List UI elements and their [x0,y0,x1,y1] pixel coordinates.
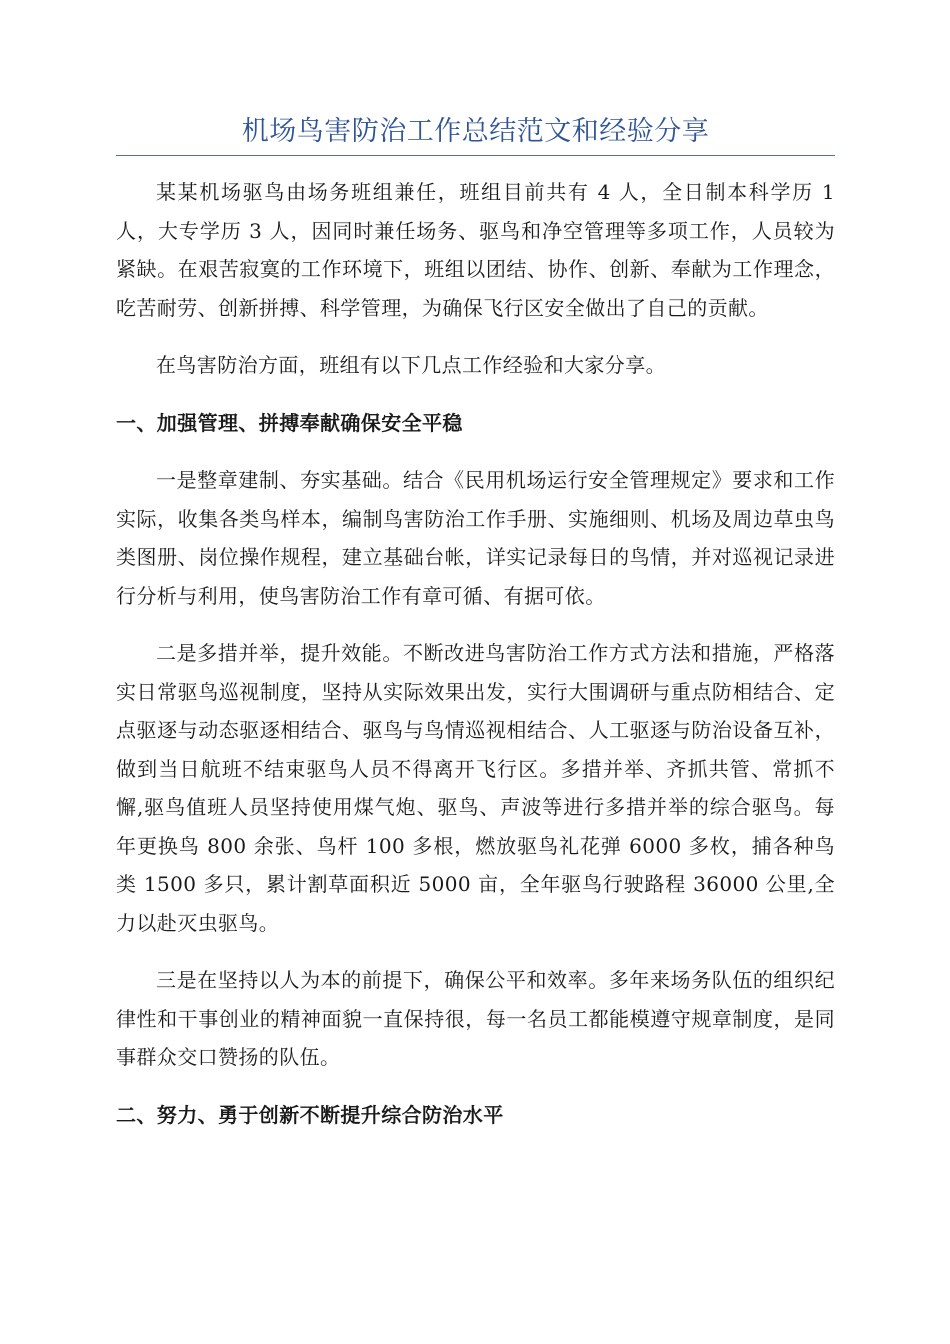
document-title: 机场鸟害防治工作总结范文和经验分享 [241,116,710,147]
paragraph-point-1: 一是整章建制、夯实基础。结合《民用机场运行安全管理规定》要求和工作实际，收集各类鸟样本，编制鸟害防治工作手册、实施细则、机场及周边草虫鸟类图册、岗位操作规程，建立基础台帐，详实记录每日的鸟情，并对巡视记录进行分析与利用，使鸟害防治工作有章可循、有据可依。 [116,468,835,608]
section-heading-2: 二、努力、勇于创新不断提升综合防治水平 [116,1102,504,1127]
section-heading-1: 一、加强管理、拼搏奉献确保安全平稳 [116,410,463,435]
paragraph-experience-lead: 在鸟害防治方面，班组有以下几点工作经验和大家分享。 [156,353,666,377]
paragraph-point-2: 二是多措并举，提升效能。不断改进鸟害防治工作方式方法和措施，严格落实日常驱鸟巡视制度，坚持从实际效果出发，实行大围调研与重点防相结合、定点驱逐与动态驱逐相结合、驱鸟与鸟情巡视相结合、人工驱逐与防治设备互补，做到当日航班不结束驱鸟人员不得离开飞行区。多措并举、齐抓共管、常抓不懈,驱鸟值班人员坚持使用煤气炮、驱鸟、声波等进行多措并举的综合驱鸟。每年更换鸟 800 余张、鸟杆 100 多根，燃放驱鸟礼花弹 6000 多枚，捕各种鸟类 1500 多只，累计割草面积近 5000 亩，全年驱鸟行驶路程 36000 公里,全力以赴灭虫驱鸟。 [116,641,835,935]
document-body [116,173,835,1153]
paragraph-point-3: 三是在坚持以人为本的前提下，确保公平和效率。多年来场务队伍的组织纪律性和干事创业的精神面貌一直保持很，每一名员工都能模遵守规章制度，是同事群众交口赞扬的队伍。 [116,968,835,1069]
title-underline [116,155,835,156]
paragraph-intro: 某某机场驱鸟由场务班组兼任，班组目前共有 4 人，全日制本科学历 1 人，大专学历 3 人，因同时兼任场务、驱鸟和净空管理等多项工作，人员较为紧缺。在艰苦寂寞的工作环境下，班组以团结、协作、创新、奉献为工作理念，吃苦耐劳、创新拼搏、科学管理，为确保飞行区安全做出了自己的贡献。 [116,180,835,320]
